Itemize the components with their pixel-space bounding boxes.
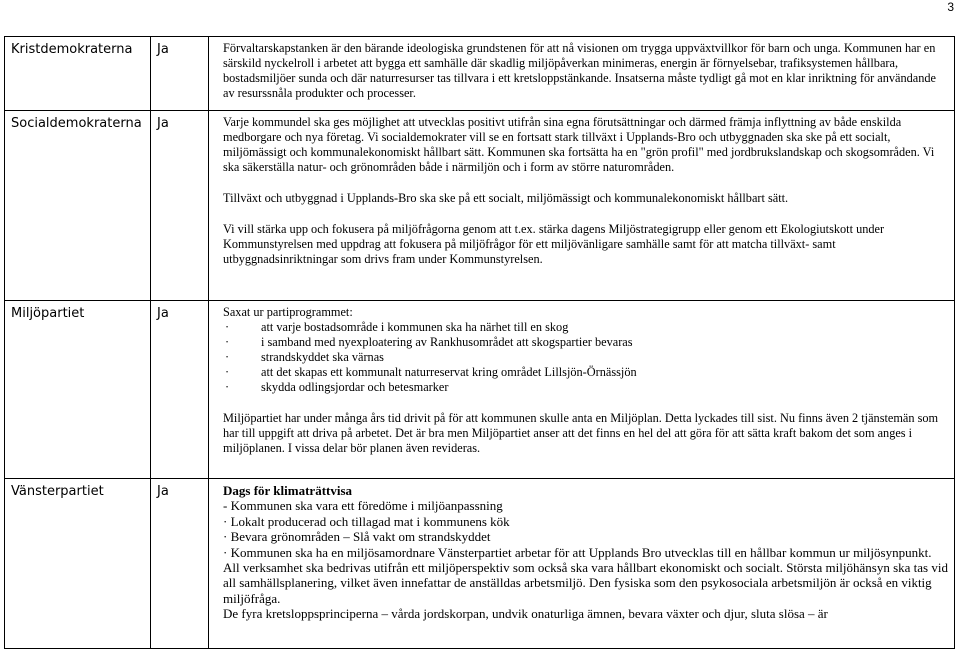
party-cell [5, 37, 151, 111]
bullet-icon: · [225, 350, 230, 364]
party-positions-table [4, 36, 955, 649]
table-row [5, 37, 955, 111]
list-item: · i samband med nyexploatering av Rankhusområdet att skogspartier bevaras [225, 335, 633, 349]
party-cell [5, 301, 151, 479]
statement-line: · Bevara grönområden – Slå vakt om strandskyddet [223, 529, 491, 545]
party-cell [5, 111, 151, 301]
bullet-icon: · [225, 320, 230, 334]
table-row [5, 301, 955, 479]
statement-paragraph: Vi vill stärka upp och fokusera på miljöfrågorna genom att t.ex. stärka dagens Miljöstrategigrupp eller genom ett Ekologiutskott under Kommunstyrelsen med uppdrag att fokusera på miljöfrågor för ett miljövänligare samhälle samt för att matcha tillväxt- samt utbyggnadsinriktningar som drivs fram under Kommunstyrelsen. [223, 222, 885, 266]
stance-cell [151, 37, 209, 111]
statement-line: · Lokalt producerad och tillagad mat i kommunens kök [223, 513, 510, 529]
statement-paragraph: Tillväxt och utbyggnad i Upplands-Bro ska ske på ett socialt, miljömässigt och kommunalekonomiskt hållbart sätt. [223, 191, 789, 205]
statement-title: Dags för klimaträttvisa [223, 483, 353, 498]
list-item: · att det skapas ett kommunalt naturreservat kring området Lillsjön-Örnässjön [225, 365, 637, 379]
statement-cell [209, 37, 955, 111]
stance-cell [151, 479, 209, 649]
list-item: · att varje bostadsområde i kommunen ska ha närhet till en skog [225, 320, 569, 334]
program-intro: Saxat ur partiprogrammet: [223, 305, 353, 319]
stance-cell [151, 111, 209, 301]
statement-cell [209, 479, 955, 649]
statement-line: - Kommunen ska vara ett föredöme i miljöanpassning [223, 498, 503, 514]
page-number: 3 [947, 0, 954, 14]
stance-value: Ja [157, 42, 169, 57]
party-name: Miljöpartiet [11, 306, 85, 321]
statement-cell [209, 301, 955, 479]
program-bullet-list [223, 320, 948, 395]
stance-value: Ja [157, 306, 169, 321]
statement-line: De fyra kretsloppsprinciperna – vårda jordskorpan, undvik onaturliga ämnen, bevara växter och djur, sluta slösa – är [223, 606, 828, 622]
party-name: Vänsterpartiet [11, 484, 104, 499]
bullet-icon: · [225, 380, 230, 394]
statement-cell [209, 111, 955, 301]
bullet-icon: · [225, 335, 230, 349]
table-row [5, 111, 955, 301]
list-item: · skydda odlingsjordar och betesmarker [225, 380, 449, 394]
statement-paragraph: Varje kommundel ska ges möjlighet att utvecklas positivt utifrån sina egna förutsättningar och därmed främja inflyttning av både enskilda medborgare och nya företag. Vi socialdemokrater vill se en fortsatt stark tillväxt i Upplands-Bro och utbyggnaden ska ske på ett socialt, miljömässigt och kommunalekonomiskt hållbart sätt. Kommunen ska fortsätta ha en "grön profil" med jordbrukslandskap och skogsområden. Vi ska säkerställa natur- och grönområden både i närmiljön och i form av större naturområden. [223, 115, 935, 174]
statement-paragraph: Miljöpartiet har under många års tid drivit på för att kommunen skulle anta en Miljöplan. Detta lyckades till sist. Nu finns även 2 tjänstemän som har till uppgift att driva på arbetet. Det är bra men Miljöpartiet anser att det finns en hel del att göra för att sätta kraft bakom det som anges i miljöplanen. I vissa delar bör planen även revideras. [223, 411, 939, 455]
list-item: · strandskyddet ska värnas [225, 350, 384, 364]
stance-value: Ja [157, 116, 169, 131]
statement-line: · Kommunen ska ha en miljösamordnare Vänsterpartiet arbetar för att Upplands Bro utvecklas till en hållbar kommun ur miljösynpunkt. All verksamhet ska bedrivas utifrån ett miljöperspektiv som också ska vara hållbart ekonomiskt och socialt. Största miljöhänsyn ska tas vid all samhällsplanering, vilket även innefattar de anställdas arbetsmiljö. Den fysiska som den psykosociala arbetsmiljön är också en viktig miljöfråga. [223, 544, 948, 606]
stance-value: Ja [157, 484, 169, 499]
bullet-icon: · [225, 365, 230, 379]
party-name: Socialdemokraterna [11, 116, 142, 131]
table-row [5, 479, 955, 649]
party-name: Kristdemokraterna [11, 42, 133, 57]
party-cell [5, 479, 151, 649]
statement-paragraph: Förvaltarskapstanken är den bärande ideologiska grundstenen för att nå visionen om trygga uppväxtvillkor för barn och unga. Kommunen har en särskild nyckelroll i arbetet att bygga ett samhälle där skadlig miljöpåverkan minimeras, energin är förnyelsebar, trafiksystemen hållbara, bostadsmiljöer sunda och där naturresurser tas tillvara i ett kretsloppstänkande. Insatserna måste tydligt gå mot en klar inriktning för användande av resurssnåla produkter och processer. [223, 41, 937, 100]
stance-cell [151, 301, 209, 479]
